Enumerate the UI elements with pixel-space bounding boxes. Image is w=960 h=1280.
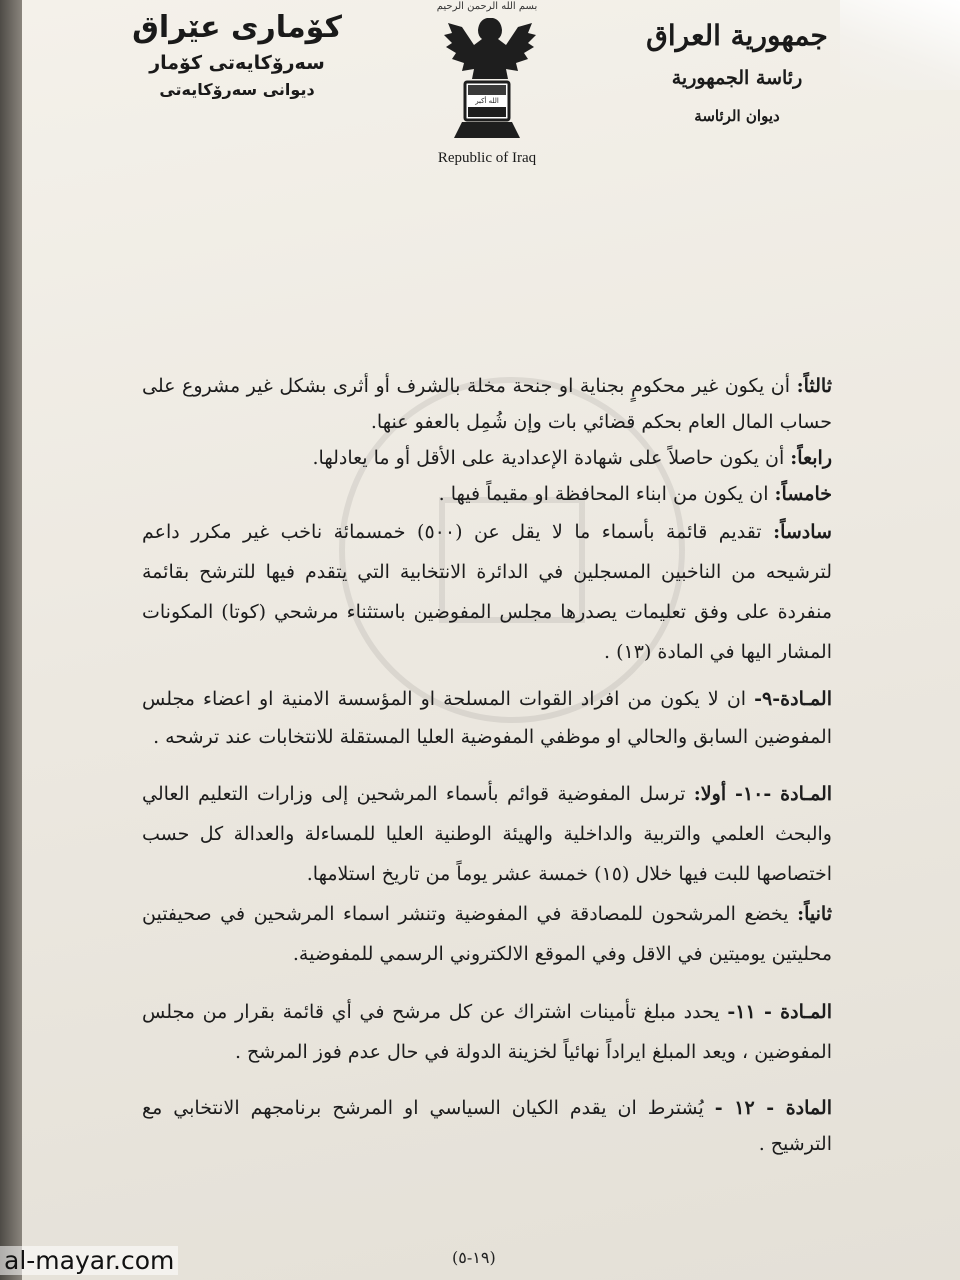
article-label: المـادة - ١١-: [727, 1001, 832, 1023]
article-10-first: [142, 774, 832, 894]
page-number: (١٩-٥): [452, 1248, 496, 1267]
article-label: ثانياً:: [797, 903, 832, 925]
clause-text: ان يكون من ابناء المحافظة او مقيماً فيها .: [438, 483, 769, 505]
article-text: يُشترط ان يقدم الكيان السياسي او المرشح برنامجهم الانتخابي مع الترشيح .: [142, 1097, 832, 1155]
article-label: المـادة-٩-: [754, 688, 832, 710]
clause-sixth: [142, 512, 832, 672]
clause-label: ثالثاً:: [796, 375, 832, 397]
legal-articles: [142, 368, 832, 1162]
clause-text: تقديم قائمة بأسماء ما لا يقل عن (٥٠٠) خمسمائة ناخب غير مكرر داعم لترشيحه من الناخبين المسجلين في الدائرة الانتخابية التي يتقدم فيها للترشح بقائمة منفردة على وفق تعليمات يصدرها مجلس المفوضين باستثناء مرشحي (كوتا) المكونات المشار اليها في المادة (١٣) .: [142, 521, 832, 663]
clause-third: [142, 368, 832, 440]
article-text: ترسل المفوضية قوائم بأسماء المرشحين إلى وزارات التعليم العالي والبحث العلمي والتربية والداخلية والهيئة الوطنية العليا للمساءلة والعدالة كل حسب اختصاصها للبت فيها خلال (١٥) خمسة عشر يوماً من تاريخ استلامها.: [142, 783, 832, 885]
kurdish-header-presidency: سەرۆكایەتی كۆمار: [149, 52, 325, 74]
background-edge: [0, 0, 22, 1280]
clause-label: خامساً:: [774, 483, 832, 505]
document-page: [22, 0, 960, 1280]
clause-label: سادساً:: [773, 521, 832, 543]
clause-fifth: [142, 476, 832, 512]
clause-fourth: [142, 440, 832, 476]
article-text: يخضع المرشحون للمصادقة في المفوضية وتنشر اسماء المرشحين في صحيفتين محليتين يوميتين في الاقل وفي الموقع الالكتروني الرسمي للمفوضية.: [142, 903, 832, 965]
clause-label: رابعاً:: [790, 447, 832, 469]
iraq-emblem: [402, 0, 572, 175]
republic-of-iraq-label: Republic of Iraq: [437, 150, 537, 166]
svg-text:الله أكبر: الله أكبر: [475, 97, 499, 105]
article-label: المادة - ١٢ -: [714, 1097, 832, 1119]
clause-text: أن يكون غير محكومٍ بجناية او جنحة مخلة بالشرف أو أثرى بشكل غير مشروع على حساب المال العام بحكم قضائي بات وإن شُمِل بالعفو عنها.: [142, 375, 832, 433]
eagle-emblem-icon: [432, 14, 542, 146]
clause-text: أن يكون حاصلاً على شهادة الإعدادية على الأقل أو ما يعادلها.: [312, 447, 785, 469]
arabic-header-presidency: رئاسة الجمهورية: [671, 67, 803, 89]
arabic-header-title: جمهورية العراق: [646, 19, 828, 52]
article-9: [142, 680, 832, 756]
kurdish-header-title: كۆماری عێراق: [132, 10, 342, 45]
paper-corner: [840, 0, 960, 90]
basmala: بسم الله الرحمن الرحيم: [436, 1, 538, 12]
article-text: ان لا يكون من افراد القوات المسلحة او المؤسسة الامنية او اعضاء مجلس المفوضين السابق والحالي او موظفي المفوضية العليا المستقلة للانتخابات عند ترشحه .: [142, 688, 832, 748]
arabic-header-office: ديوان الرئاسة: [694, 107, 780, 125]
arabic-header: [622, 14, 852, 134]
article-11: [142, 992, 832, 1072]
kurdish-header-office: دیوانی سەرۆكایەتی: [159, 80, 315, 99]
article-10-second: [142, 894, 832, 974]
site-watermark: al-mayar.com: [0, 1246, 178, 1275]
kurdish-header: [122, 8, 352, 102]
article-12: [142, 1090, 832, 1162]
article-label: المـادة -١٠- أولا:: [693, 783, 833, 805]
article-text: يحدد مبلغ تأمينات اشتراك عن كل مرشح في أي قائمة بقرار من مجلس المفوضين ، ويعد المبلغ ايراداً نهائياً لخزينة الدولة في حال عدم فوز المرشح .: [142, 1001, 832, 1063]
